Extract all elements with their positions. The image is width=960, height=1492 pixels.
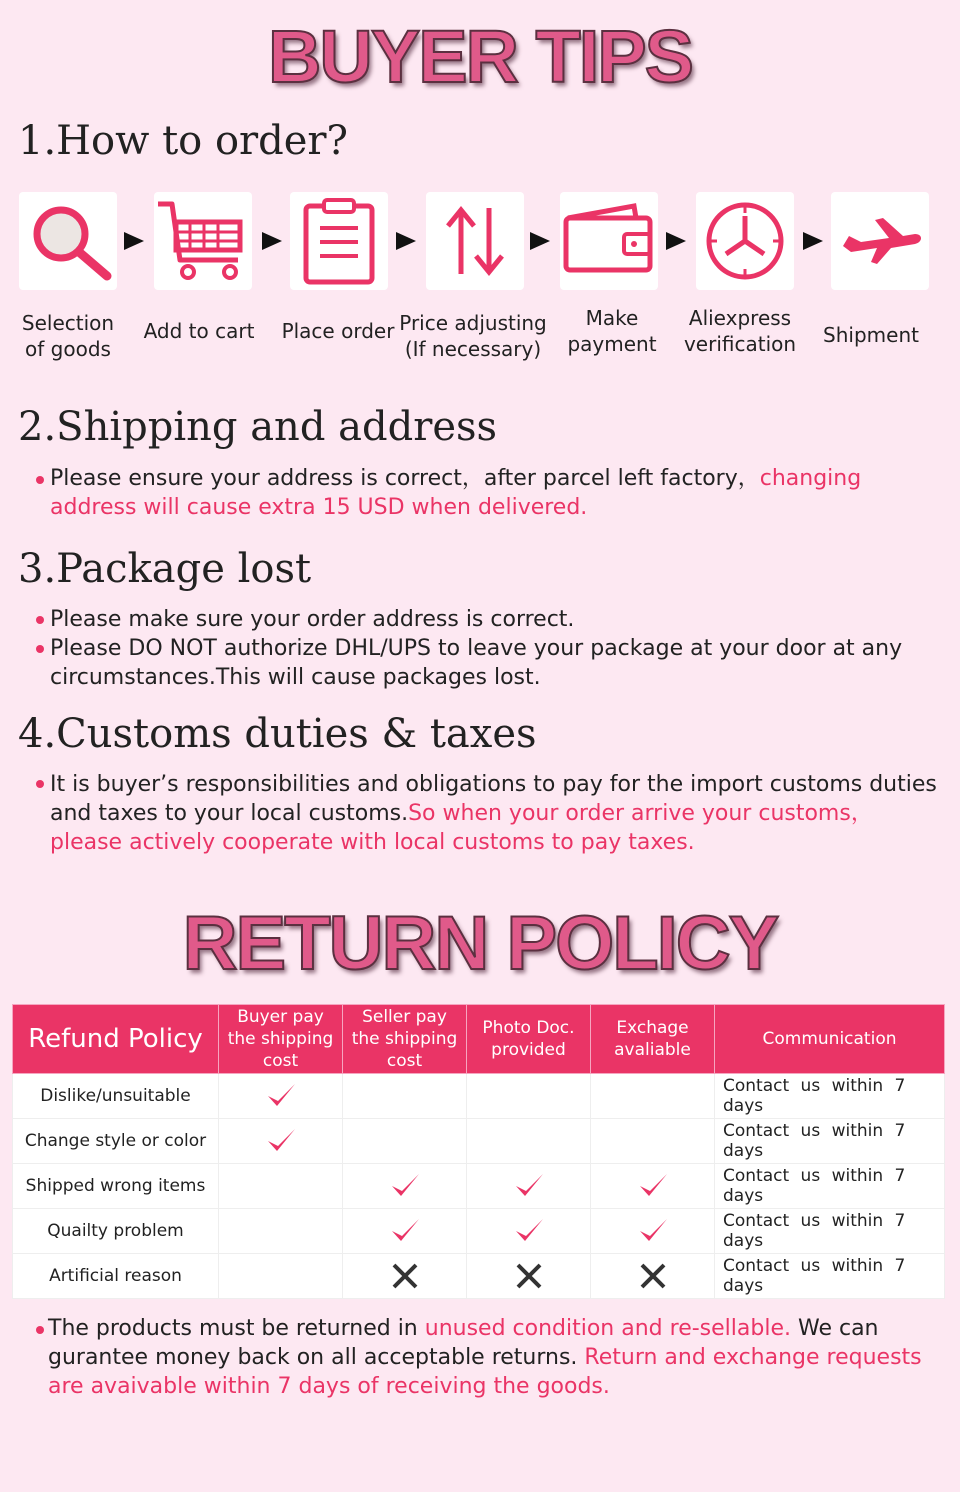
step-payment-card — [560, 192, 658, 290]
check-icon — [343, 1164, 467, 1209]
package-bullet-1: Please make sure your order address is correct. — [50, 607, 575, 632]
step-selection-card — [19, 192, 117, 290]
check-icon — [219, 1119, 343, 1164]
bullet-dot — [36, 645, 44, 653]
step-label: Make payment — [567, 306, 657, 356]
empty-cell — [219, 1209, 343, 1254]
row-reason: Quailty problem — [13, 1209, 219, 1254]
step-cart-card — [154, 192, 252, 290]
empty-cell — [219, 1254, 343, 1299]
check-icon — [467, 1164, 591, 1209]
step-arrow — [803, 232, 823, 250]
row-reason: Artificial reason — [13, 1254, 219, 1299]
row-reason: Dislike/unsuitable — [13, 1074, 219, 1119]
empty-cell — [467, 1119, 591, 1164]
check-icon — [219, 1074, 343, 1119]
return-policy-table — [12, 1004, 945, 1299]
step-arrow — [666, 232, 686, 250]
step-label: Price adjusting (If necessary) — [399, 311, 547, 361]
customs-note: So when your order arrive your customs，please actively cooperate with local customs to pay taxes. — [50, 801, 873, 855]
table-row — [13, 1254, 945, 1299]
empty-cell — [343, 1074, 467, 1119]
empty-cell — [343, 1119, 467, 1164]
airplane-icon — [831, 192, 929, 290]
empty-cell — [591, 1119, 715, 1164]
header-photo-doc: Photo Doc. provided — [467, 1005, 591, 1074]
shipping-paragraph — [50, 464, 940, 522]
check-icon — [591, 1209, 715, 1254]
check-icon — [591, 1164, 715, 1209]
shopping-cart-icon — [154, 192, 252, 290]
table-row — [13, 1074, 945, 1119]
row-communication: Contact us within 7 days — [715, 1119, 945, 1164]
clipboard-icon — [290, 192, 388, 290]
customs-paragraph — [50, 770, 940, 857]
return-note-paragraph — [48, 1314, 944, 1401]
row-communication: Contact us within 7 days — [715, 1164, 945, 1209]
bullet-dot — [36, 616, 44, 624]
step-price-card — [426, 192, 524, 290]
package-bullet-2: Please DO NOT authorize DHL/UPS to leave your package at your door at any circumstances.This will cause packages lost. — [50, 636, 903, 690]
step-label: Add to cart — [143, 319, 255, 343]
clock-icon — [696, 192, 794, 290]
return-note-part3: We can gurantee money back on all acceptable returns. — [48, 1316, 879, 1370]
row-communication: Contact us within 7 days — [715, 1254, 945, 1299]
step-label: Place order — [281, 319, 395, 343]
buyer-tips-title: BUYER TIPS — [267, 15, 693, 98]
step-label: Selection of goods — [21, 311, 115, 361]
check-icon — [343, 1209, 467, 1254]
header-buyer-pay: Buyer pay the shipping cost — [219, 1005, 343, 1074]
up-down-arrows-icon — [426, 192, 524, 290]
step-label: Aliexpress verification — [683, 306, 797, 356]
section-heading-package-lost: 3.Package lost — [18, 546, 312, 592]
return-policy-title: RETURN POLICY — [182, 901, 778, 986]
bullet-dot — [36, 476, 44, 484]
header-seller-pay: Seller pay the shipping cost — [343, 1005, 467, 1074]
step-verification-card — [696, 192, 794, 290]
magnifier-icon — [19, 192, 117, 290]
wallet-icon — [560, 192, 658, 290]
row-communication: Contact us within 7 days — [715, 1074, 945, 1119]
table-row — [13, 1119, 945, 1164]
step-shipment-card — [831, 192, 929, 290]
cross-icon — [343, 1254, 467, 1299]
step-order-card — [290, 192, 388, 290]
bullet-dot — [36, 780, 44, 788]
table-header-row — [13, 1005, 945, 1074]
return-note-window: Return and exchange requests are avaivable within 7 days of receiving the goods. — [48, 1345, 922, 1399]
empty-cell — [591, 1074, 715, 1119]
empty-cell — [467, 1074, 591, 1119]
step-arrow — [530, 232, 550, 250]
empty-cell — [219, 1164, 343, 1209]
check-icon — [467, 1209, 591, 1254]
step-label: Shipment — [823, 323, 919, 347]
shipping-text: Please ensure your address is correct，after parcel left factory， — [50, 466, 760, 491]
section-heading-how-to-order: 1.How to order? — [18, 118, 348, 164]
section-heading-shipping: 2.Shipping and address — [18, 404, 498, 450]
step-arrow — [396, 232, 416, 250]
return-note-condition: unused condition and re-sellable. — [424, 1316, 791, 1341]
cross-icon — [591, 1254, 715, 1299]
table-row — [13, 1209, 945, 1254]
return-note-part1: The products must be returned in — [48, 1316, 425, 1341]
shipping-warning: changing address will cause extra 15 USD when delivered. — [50, 466, 862, 520]
row-communication: Contact us within 7 days — [715, 1209, 945, 1254]
step-arrow — [124, 232, 144, 250]
section-heading-customs: 4.Customs duties & taxes — [18, 711, 537, 757]
header-refund-policy: Refund Policy — [13, 1005, 219, 1074]
row-reason: Change style or color — [13, 1119, 219, 1164]
step-arrow — [262, 232, 282, 250]
header-communication: Communication — [715, 1005, 945, 1074]
customs-text: It is buyer’s responsibilities and obligations to pay for the import customs duties and taxes to your local customs. — [50, 772, 937, 826]
table-row — [13, 1164, 945, 1209]
bullet-dot — [36, 1326, 44, 1334]
row-reason: Shipped wrong items — [13, 1164, 219, 1209]
cross-icon — [467, 1254, 591, 1299]
header-exchange: Exchage avaliable — [591, 1005, 715, 1074]
